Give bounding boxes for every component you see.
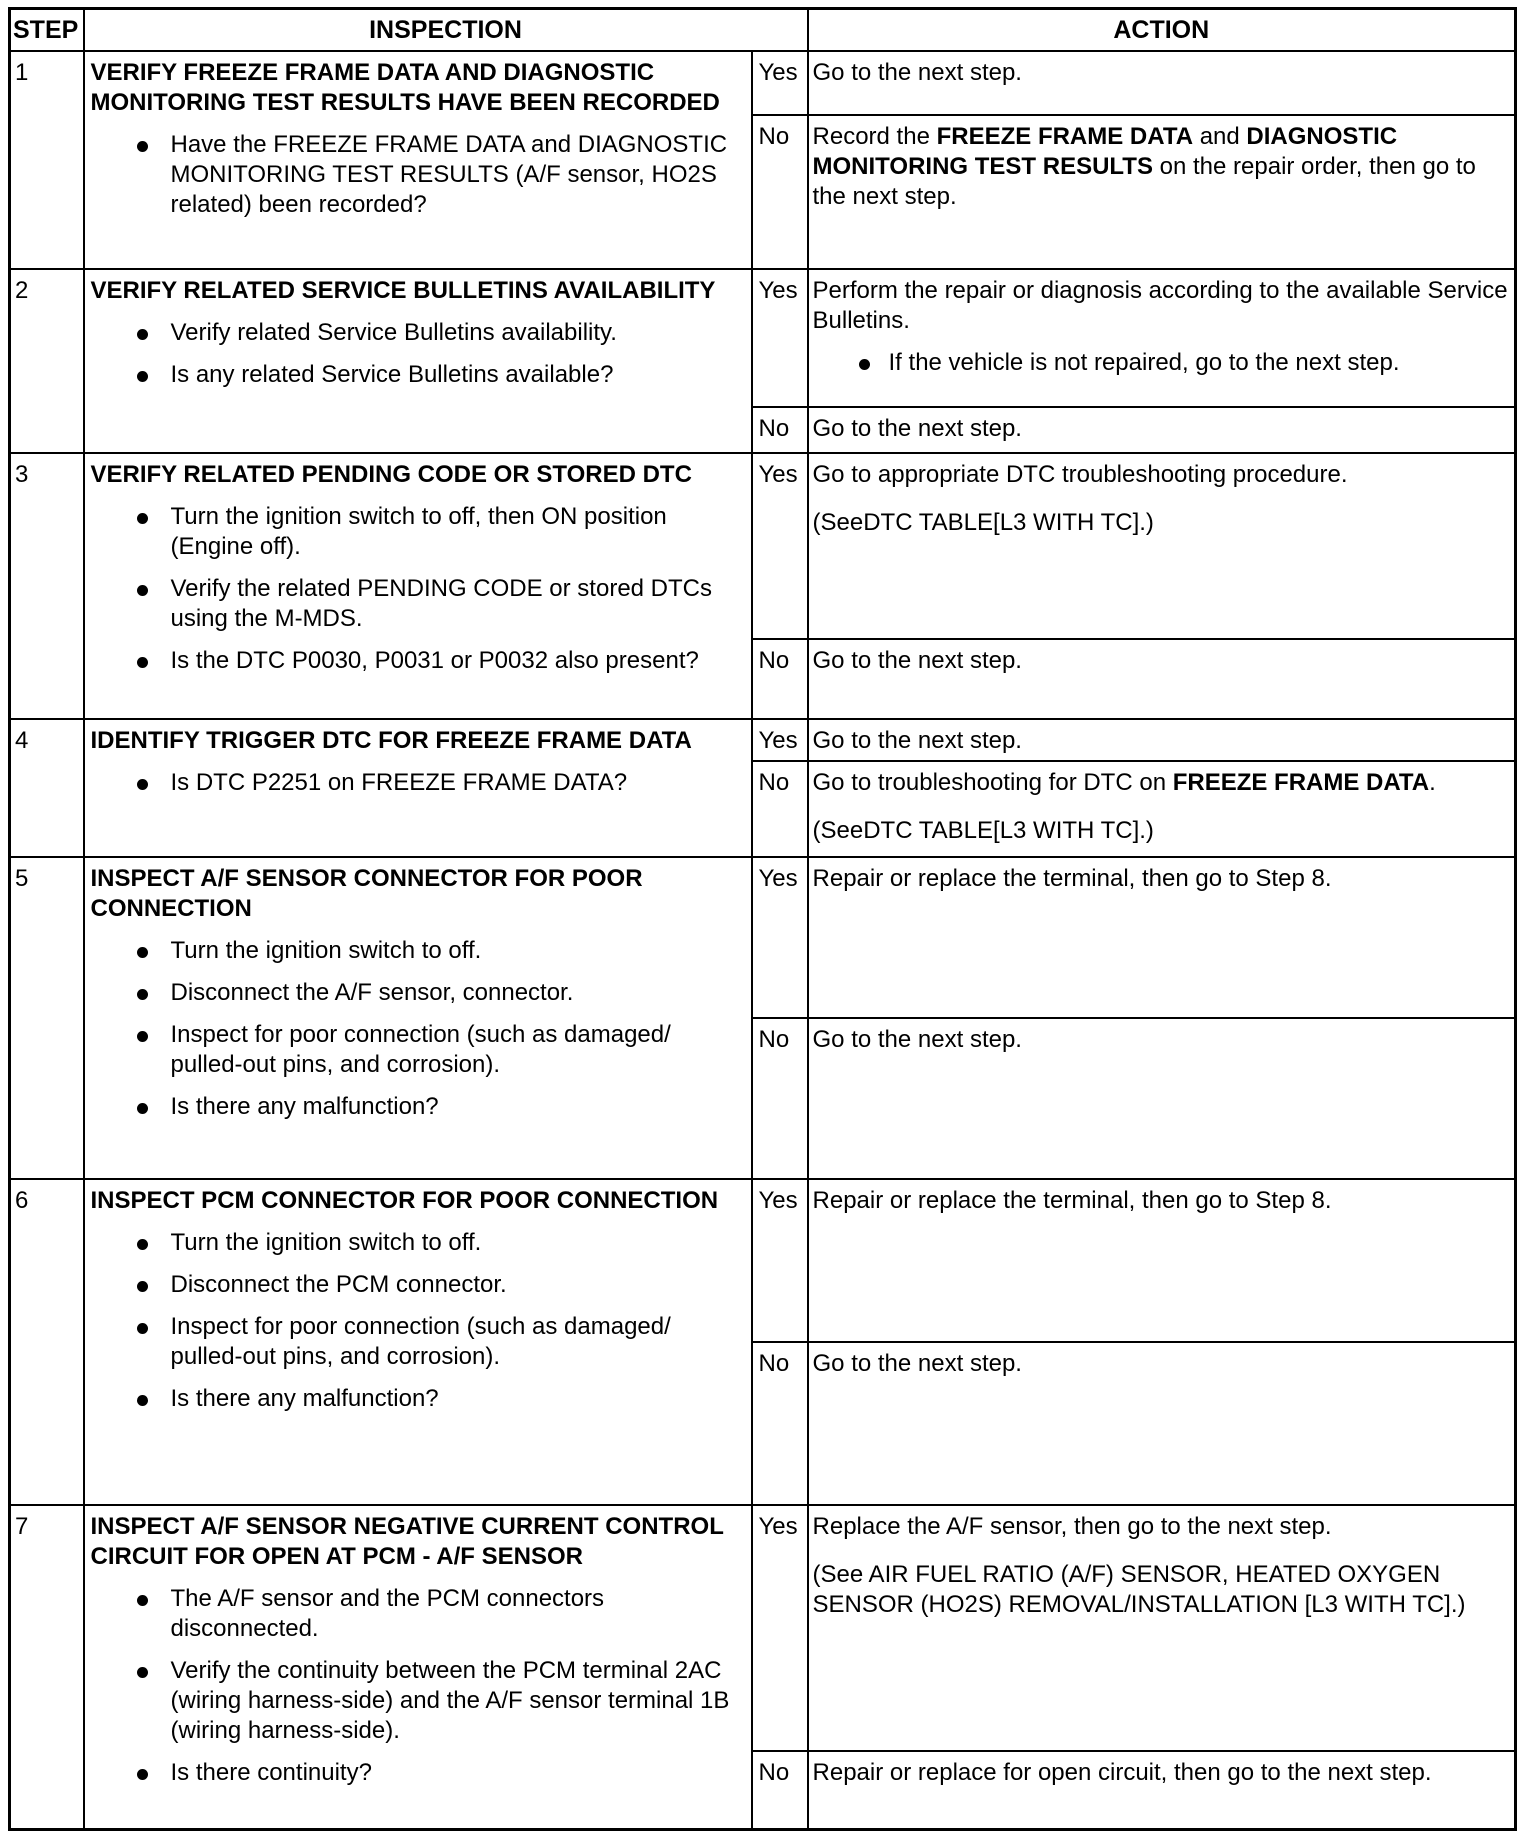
- answer-yes: Yes: [752, 719, 808, 761]
- table-row: [10, 269, 1516, 407]
- answer-yes: Yes: [752, 453, 808, 639]
- inspection-bullet: Is there any malfunction?: [91, 1092, 743, 1122]
- bullet-icon: [137, 1031, 148, 1042]
- step-number: 1: [10, 51, 84, 269]
- bullet-icon: [137, 947, 148, 958]
- inspection-cell: [84, 719, 752, 857]
- answer-yes: Yes: [752, 857, 808, 1018]
- action-no: Go to troubleshooting for DTC on FREEZE FRAME DATA. (SeeDTC TABLE[L3 WITH TC].): [808, 761, 1516, 857]
- table-row: [10, 719, 1516, 761]
- bullet-icon: [137, 371, 148, 382]
- bullet-icon: [137, 513, 148, 524]
- answer-yes: Yes: [752, 269, 808, 407]
- reference-link[interactable]: (See AIR FUEL RATIO (A/F) SENSOR, HEATED OXYGEN SENSOR (HO2S) REMOVAL/INSTALLATION [L3 WITH TC].): [812, 1561, 1466, 1618]
- inspection-title: VERIFY RELATED SERVICE BULLETINS AVAILABILITY: [90, 277, 716, 304]
- bullet-icon: [137, 989, 148, 1000]
- answer-yes: Yes: [752, 51, 808, 115]
- action-yes: Perform the repair or diagnosis according to the available Service Bulletins. If the vehicle is not repaired, go to the next step.: [808, 269, 1516, 407]
- table-row: [10, 51, 1516, 115]
- inspection-bullet: Inspect for poor connection (such as damaged/ pulled-out pins, and corrosion).: [91, 1312, 743, 1372]
- inspection-cell: [84, 51, 752, 269]
- action-no: Go to the next step.: [808, 639, 1516, 719]
- header-row: [10, 9, 1516, 52]
- action-no: Go to the next step.: [808, 407, 1516, 453]
- inspection-bullet: Have the FREEZE FRAME DATA and DIAGNOSTIC MONITORING TEST RESULTS (A/F sensor, HO2S related) been recorded?: [91, 130, 743, 220]
- reference-link[interactable]: (SeeDTC TABLE[L3 WITH TC].): [812, 817, 1154, 844]
- table-row: [10, 1505, 1516, 1751]
- action-yes: Repair or replace the terminal, then go to Step 8.: [808, 1179, 1516, 1342]
- header-step: STEP: [10, 9, 84, 52]
- action-yes: Go to the next step.: [808, 719, 1516, 761]
- action-yes: Repair or replace the terminal, then go to Step 8.: [808, 857, 1516, 1018]
- action-yes: Replace the A/F sensor, then go to the next step. (See AIR FUEL RATIO (A/F) SENSOR, HEATED OXYGEN SENSOR (HO2S) REMOVAL/INSTALLATION [L3 WITH TC].): [808, 1505, 1516, 1751]
- inspection-title: INSPECT A/F SENSOR NEGATIVE CURRENT CONTROL CIRCUIT FOR OPEN AT PCM - A/F SENSOR: [90, 1513, 724, 1570]
- answer-yes: Yes: [752, 1179, 808, 1342]
- bullet-icon: [137, 657, 148, 668]
- answer-no: No: [752, 1018, 808, 1179]
- header-action: ACTION: [808, 9, 1516, 52]
- answer-no: No: [752, 115, 808, 269]
- action-bullet: If the vehicle is not repaired, go to the next step.: [813, 348, 1509, 378]
- inspection-title: INSPECT PCM CONNECTOR FOR POOR CONNECTION: [90, 1187, 719, 1214]
- action-yes: Go to appropriate DTC troubleshooting procedure. (SeeDTC TABLE[L3 WITH TC].): [808, 453, 1516, 639]
- bullet-icon: [137, 585, 148, 596]
- inspection-bullet: Is DTC P2251 on FREEZE FRAME DATA?: [91, 768, 743, 798]
- answer-no: No: [752, 1751, 808, 1829]
- step-number: 7: [10, 1505, 84, 1829]
- header-inspection: INSPECTION: [84, 9, 808, 52]
- inspection-bullet: Is there any malfunction?: [91, 1384, 743, 1414]
- inspection-cell: [84, 857, 752, 1179]
- answer-yes: Yes: [752, 1505, 808, 1751]
- inspection-cell: [84, 453, 752, 719]
- inspection-bullet: Turn the ignition switch to off.: [91, 1228, 743, 1258]
- inspection-cell: [84, 1505, 752, 1829]
- inspection-bullet: Is any related Service Bulletins available?: [91, 360, 743, 390]
- bullet-icon: [137, 1103, 148, 1114]
- table-row: [10, 857, 1516, 1018]
- inspection-bullet: Disconnect the PCM connector.: [91, 1270, 743, 1300]
- table-row: [10, 453, 1516, 639]
- inspection-bullet: Verify the continuity between the PCM terminal 2AC (wiring harness-side) and the A/F sensor terminal 1B (wiring harness-side).: [91, 1656, 743, 1746]
- bullet-icon: [137, 329, 148, 340]
- action-no: Go to the next step.: [808, 1018, 1516, 1179]
- answer-no: No: [752, 1342, 808, 1505]
- inspection-bullet: Turn the ignition switch to off, then ON position (Engine off).: [91, 502, 743, 562]
- inspection-bullet: Verify the related PENDING CODE or stored DTCs using the M-MDS.: [91, 574, 743, 634]
- answer-no: No: [752, 639, 808, 719]
- inspection-bullet: Is there continuity?: [91, 1758, 743, 1788]
- step-number: 2: [10, 269, 84, 453]
- action-no: Repair or replace for open circuit, then go to the next step.: [808, 1751, 1516, 1829]
- step-number: 5: [10, 857, 84, 1179]
- inspection-bullet: Is the DTC P0030, P0031 or P0032 also present?: [91, 646, 743, 676]
- table-row: [10, 1179, 1516, 1342]
- inspection-bullet: Disconnect the A/F sensor, connector.: [91, 978, 743, 1008]
- inspection-title: VERIFY FREEZE FRAME DATA AND DIAGNOSTIC MONITORING TEST RESULTS HAVE BEEN RECORDED: [90, 59, 720, 116]
- bullet-icon: [137, 1595, 148, 1606]
- action-no: Go to the next step.: [808, 1342, 1516, 1505]
- bullet-icon: [137, 1667, 148, 1678]
- inspection-bullet: Verify related Service Bulletins availability.: [91, 318, 743, 348]
- inspection-bullet: Turn the ignition switch to off.: [91, 936, 743, 966]
- bullet-icon: [137, 141, 148, 152]
- inspection-cell: [84, 269, 752, 453]
- reference-link[interactable]: (SeeDTC TABLE[L3 WITH TC].): [812, 509, 1154, 536]
- step-number: 3: [10, 453, 84, 719]
- inspection-title: IDENTIFY TRIGGER DTC FOR FREEZE FRAME DATA: [90, 727, 692, 754]
- inspection-bullet: The A/F sensor and the PCM connectors disconnected.: [91, 1584, 743, 1644]
- inspection-title: VERIFY RELATED PENDING CODE OR STORED DTC: [90, 461, 692, 488]
- inspection-cell: [84, 1179, 752, 1505]
- step-number: 4: [10, 719, 84, 857]
- bullet-icon: [137, 1323, 148, 1334]
- bullet-icon: [137, 779, 148, 790]
- diagnostic-table: [8, 7, 1517, 1831]
- action-yes: Go to the next step.: [808, 51, 1516, 115]
- bullet-icon: [137, 1281, 148, 1292]
- bullet-icon: [137, 1769, 148, 1780]
- bullet-icon: [859, 359, 870, 370]
- inspection-bullet: Inspect for poor connection (such as damaged/ pulled-out pins, and corrosion).: [91, 1020, 743, 1080]
- action-no: Record the FREEZE FRAME DATA and DIAGNOSTIC MONITORING TEST RESULTS on the repair order, then go to the next step.: [808, 115, 1516, 269]
- answer-no: No: [752, 407, 808, 453]
- inspection-title: INSPECT A/F SENSOR CONNECTOR FOR POOR CONNECTION: [90, 865, 643, 922]
- bullet-icon: [137, 1395, 148, 1406]
- bullet-icon: [137, 1239, 148, 1250]
- answer-no: No: [752, 761, 808, 857]
- step-number: 6: [10, 1179, 84, 1505]
